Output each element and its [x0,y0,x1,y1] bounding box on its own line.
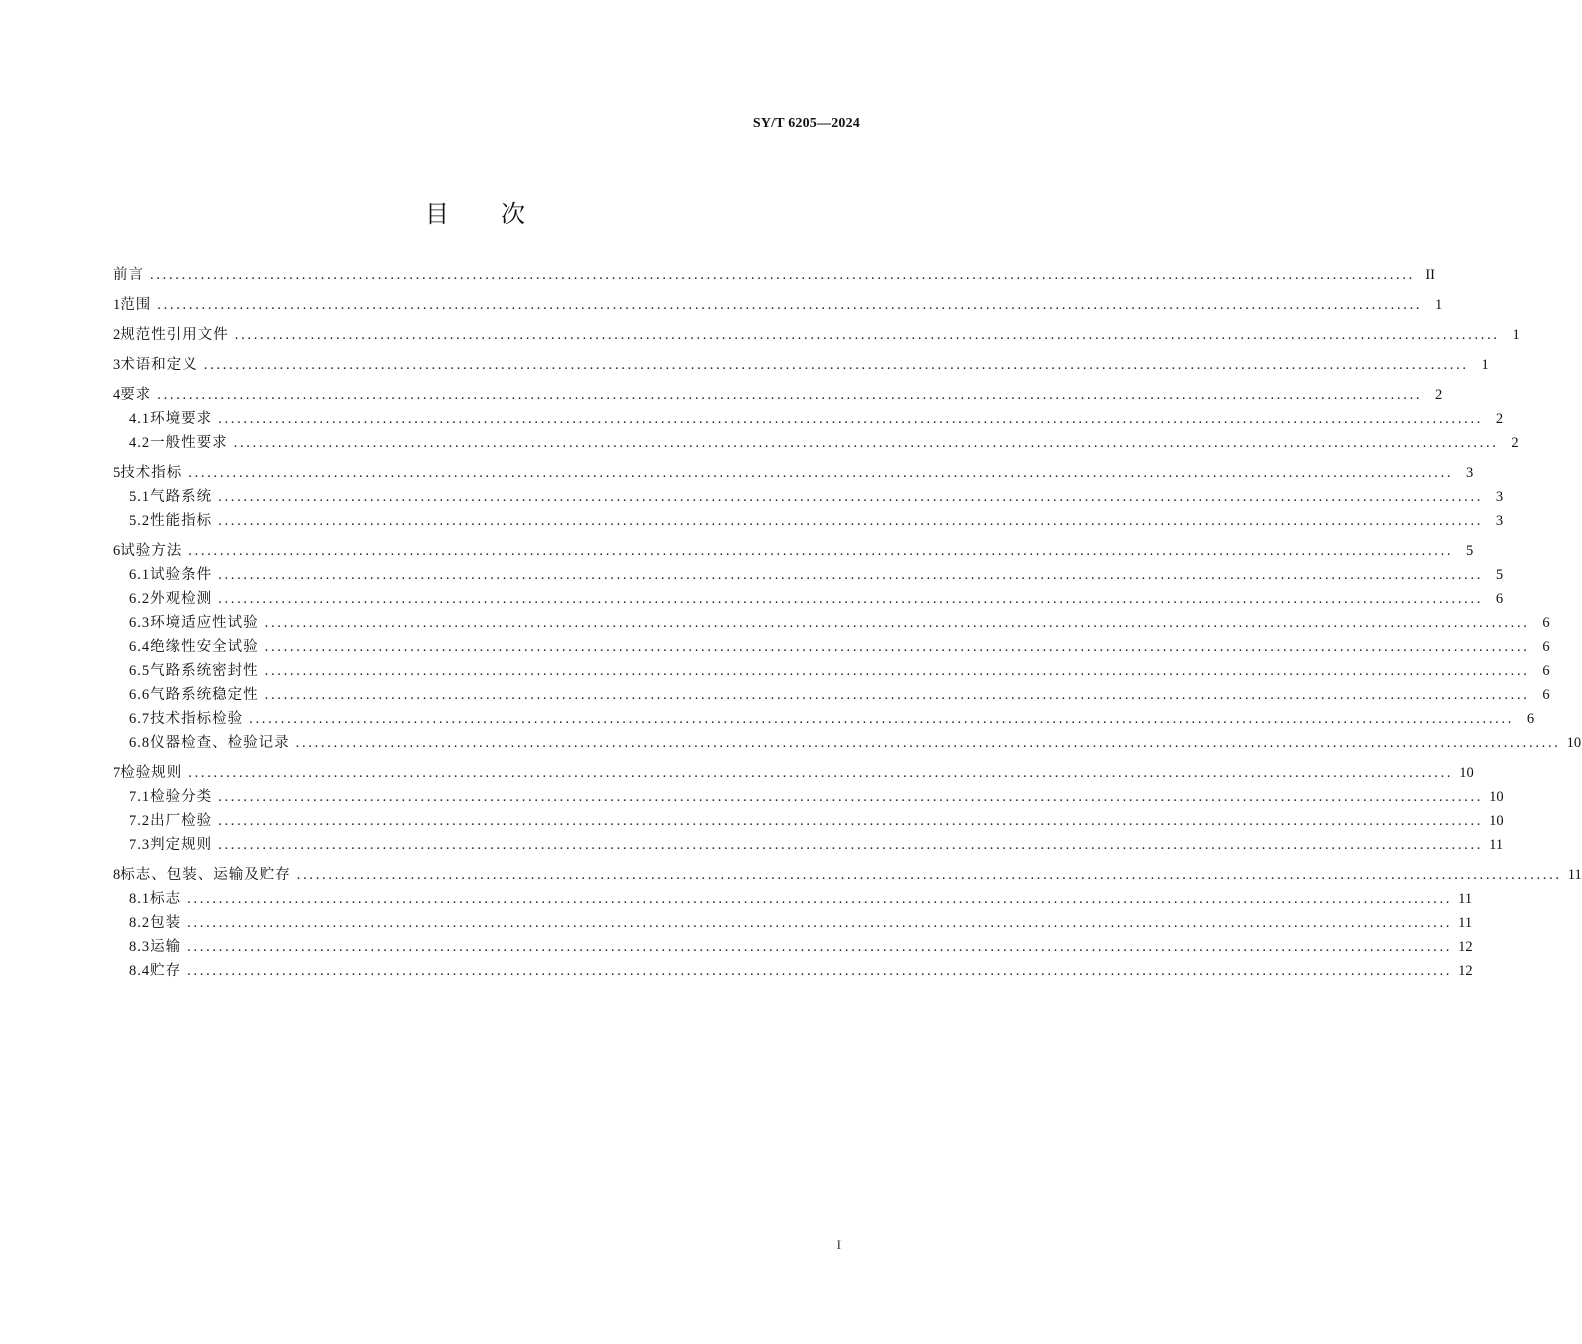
toc-entry-page: 2 [1511,435,1519,451]
toc-entry-page: 2 [1495,411,1504,427]
toc-entry-number: 1 [113,297,121,313]
dot-leader: ........................................................................................................................................................................................................ [234,327,1500,343]
toc-entry-label: 包装 [150,915,182,931]
page-title: 目次 [425,200,577,228]
toc-entry-page: 5 [1466,543,1474,559]
toc-entry-number: 6.2 [129,591,151,607]
toc-entry-page: 3 [1495,513,1504,529]
toc-entry-number: 6.3 [129,615,151,631]
toc-entry-page: 10 [1489,813,1504,829]
toc-entry-number: 5 [113,465,121,481]
toc-entry-label: 气路系统 [150,489,213,505]
dot-leader: ........................................................................................................................................................................................................ [187,939,1453,955]
dot-leader: ........................................................................................................................................................................................................ [218,513,1484,529]
toc-entry[interactable] [113,935,1473,959]
toc-entry-number: 6.4 [129,639,151,655]
toc-entry-label: 性能指标 [150,513,213,529]
toc-entry-page: 10 [1566,735,1582,751]
toc-entry-label: 前言 [113,267,144,283]
toc-entry-label: 仪器检查、检验记录 [150,735,290,751]
toc-entry-number: 8.3 [129,939,151,955]
toc-entry-label: 检验规则 [120,765,183,781]
toc-entry[interactable] [113,809,1504,833]
dot-leader: ........................................................................................................................................................................................................ [203,357,1469,373]
toc-entry-number: 6.7 [129,711,151,727]
toc-entry-label: 判定规则 [150,837,213,853]
toc-entry-page: 6 [1542,687,1550,703]
toc-entry-label: 绝缘性安全试验 [150,639,259,655]
toc-entry-number: 2 [113,327,121,343]
dot-leader: ........................................................................................................................................................................................................ [187,891,1453,907]
toc-entry-label: 要求 [120,387,152,403]
toc-entry[interactable] [113,959,1473,983]
dot-leader: ........................................................................................................................................................................................................ [218,567,1484,583]
toc-entry-number: 7.2 [129,813,151,829]
toc-entry-page: 3 [1495,489,1504,505]
toc-entry-number: 5.1 [129,489,151,505]
toc-entry[interactable] [113,635,1550,659]
toc-entry-number: 6.6 [129,687,151,703]
toc-entry-page: 6 [1495,591,1504,607]
toc-entry[interactable] [113,659,1550,683]
toc-entry-page: 11 [1458,915,1473,931]
dot-leader: ........................................................................................................................................................................................................ [218,789,1484,805]
toc-entry-number: 6.8 [129,735,151,751]
toc-entry-label: 运输 [150,939,182,955]
page-number: I [836,1237,841,1252]
toc-entry-number: 8.1 [129,891,151,907]
dot-leader: ........................................................................................................................................................................................................ [264,663,1530,679]
toc-entry[interactable] [113,731,1582,755]
toc-entry-page: 11 [1458,891,1473,907]
dot-leader: ........................................................................................................................................................................................................ [188,543,1454,559]
dot-leader: ........................................................................................................................................................................................................ [150,267,1415,283]
toc-entry-page: 1 [1435,297,1443,313]
dot-leader: ........................................................................................................................................................................................................ [218,813,1484,829]
toc-entry[interactable] [113,461,1474,485]
toc-entry-page: 1 [1512,327,1520,343]
toc-entry-label: 一般性要求 [150,435,228,451]
toc-entry-label: 外观检测 [150,591,213,607]
dot-leader: ........................................................................................................................................................................................................ [218,489,1484,505]
toc-entry-page: 10 [1489,789,1504,805]
toc-entry-number: 5.2 [129,513,151,529]
dot-leader: ........................................................................................................................................................................................................ [264,615,1530,631]
toc-entry[interactable] [113,761,1474,785]
toc-entry-label: 技术指标检验 [150,711,244,727]
toc-entry-label: 环境适应性试验 [150,615,259,631]
dot-leader: ........................................................................................................................................................................................................ [187,963,1453,979]
toc-entry-label: 气路系统稳定性 [150,687,259,703]
toc-entry-number: 4.2 [129,435,151,451]
toc-entry[interactable] [113,785,1504,809]
toc-entry-number: 7.1 [129,789,151,805]
toc-entry-page: 1 [1481,357,1489,373]
toc-entry[interactable] [113,407,1504,431]
toc-entry-page: 11 [1567,867,1582,883]
toc-entry-label: 试验条件 [150,567,213,583]
toc-entry-page: 6 [1542,639,1550,655]
table-of-contents [113,263,1582,983]
dot-leader: ........................................................................................................................................................................................................ [157,387,1423,403]
toc-entry[interactable] [113,887,1473,911]
toc-entry-number: 7.3 [129,837,151,853]
toc-entry-label: 试验方法 [120,543,183,559]
toc-entry-page: 2 [1435,387,1443,403]
dot-leader: ........................................................................................................................................................................................................ [264,687,1530,703]
toc-entry-page: 12 [1458,939,1473,955]
toc-entry-label: 环境要求 [150,411,213,427]
dot-leader: ........................................................................................................................................................................................................ [295,735,1561,751]
toc-entry[interactable] [113,353,1489,377]
dot-leader: ........................................................................................................................................................................................................ [296,867,1562,883]
toc-entry-number: 3 [113,357,121,373]
dot-leader: ........................................................................................................................................................................................................ [249,711,1515,727]
toc-entry-page: II [1425,267,1435,283]
toc-entry-number: 8.4 [129,963,151,979]
toc-entry[interactable] [113,383,1443,407]
toc-entry-number: 7 [113,765,121,781]
toc-entry[interactable] [113,323,1520,347]
toc-entry-label: 标志、包装、运输及贮存 [120,867,291,883]
toc-entry-label: 术语和定义 [120,357,198,373]
toc-entry-page: 12 [1458,963,1473,979]
toc-entry-page: 6 [1526,711,1535,727]
dot-leader: ........................................................................................................................................................................................................ [218,411,1484,427]
toc-entry-label: 出厂检验 [150,813,213,829]
toc-entry-page: 11 [1489,837,1504,853]
standard-code: SY/T 6205—2024 [752,116,860,131]
toc-entry[interactable] [113,833,1504,857]
toc-entry[interactable] [113,509,1504,533]
toc-entry-page: 5 [1495,567,1504,583]
dot-leader: ........................................................................................................................................................................................................ [188,465,1454,481]
toc-entry[interactable] [113,587,1504,611]
dot-leader: ........................................................................................................................................................................................................ [233,435,1499,451]
toc-entry-number: 6 [113,543,121,559]
toc-entry-page: 3 [1466,465,1474,481]
toc-entry[interactable] [113,911,1473,935]
toc-entry-label: 范围 [120,297,152,313]
toc-entry[interactable] [113,485,1504,509]
dot-leader: ........................................................................................................................................................................................................ [188,765,1454,781]
toc-entry-label: 检验分类 [150,789,213,805]
toc-entry-page: 6 [1542,615,1550,631]
toc-entry-page: 10 [1459,765,1474,781]
toc-entry-number: 6.5 [129,663,151,679]
dot-leader: ........................................................................................................................................................................................................ [187,915,1453,931]
toc-entry-number: 4.1 [129,411,151,427]
dot-leader: ........................................................................................................................................................................................................ [157,297,1423,313]
toc-entry-number: 8.2 [129,915,151,931]
toc-entry[interactable] [113,431,1519,455]
toc-entry-label: 气路系统密封性 [150,663,259,679]
toc-entry-label: 技术指标 [120,465,183,481]
toc-entry-number: 8 [113,867,121,883]
toc-entry[interactable] [113,611,1550,635]
dot-leader: ........................................................................................................................................................................................................ [218,837,1484,853]
toc-entry-label: 贮存 [150,963,182,979]
toc-entry-page: 6 [1542,663,1550,679]
toc-entry[interactable] [113,293,1443,317]
toc-entry[interactable] [113,263,1435,287]
dot-leader: ........................................................................................................................................................................................................ [264,639,1530,655]
toc-entry-label: 标志 [150,891,182,907]
toc-entry[interactable] [113,863,1582,887]
dot-leader: ........................................................................................................................................................................................................ [218,591,1484,607]
toc-entry[interactable] [113,707,1535,731]
toc-entry-label: 规范性引用文件 [120,327,229,343]
toc-entry[interactable] [113,563,1504,587]
toc-entry-number: 6.1 [129,567,151,583]
toc-entry[interactable] [113,683,1550,707]
toc-entry-number: 4 [113,387,121,403]
toc-entry[interactable] [113,539,1474,563]
